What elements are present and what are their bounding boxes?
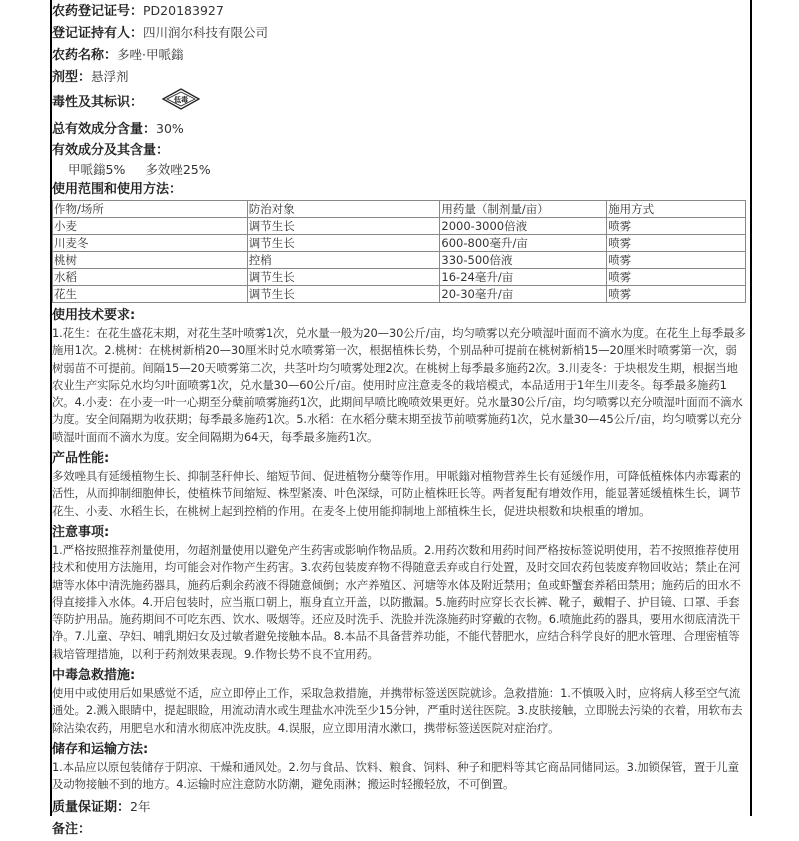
ingredient-item: 多效唑25% — [145, 162, 211, 177]
dosage-cell: 2000-3000倍液 — [440, 218, 607, 235]
pesticide-label-document — [52, 0, 746, 840]
header-cell: 施用方式 — [607, 201, 746, 218]
ingredients-label: 有效成分及其含量： — [52, 143, 170, 158]
holder-label: 登记证持有人： — [52, 26, 144, 41]
name-row — [52, 44, 746, 66]
usage-table — [52, 200, 746, 303]
holder-value: 四川润尔科技有限公司 — [143, 25, 269, 40]
ingredients-row — [52, 140, 746, 159]
table-row — [53, 252, 746, 269]
usage-title: 使用范围和使用方法： — [52, 182, 183, 197]
holder-row — [52, 22, 746, 44]
target-cell: 调节生长 — [247, 235, 440, 252]
header-cell: 防治对象 — [247, 201, 440, 218]
performance-text: 多效唑具有延缓植物生长、抑制茎秆伸长、缩短节间、促进植物分蘖等作用。甲哌鎓对植物营养生长有延缓作用，可降低植株体内赤霉素的活性，从而抑制细胞伸长，使植株节间缩短、株型紧凑、叶色深绿，可防止植株旺长等。两者复配有增效作用，能显著延缓植株生长，调节花生、小麦、水稻生长，在桃树上起到控梢的作用。在麦冬上使用能抑制地上部植株生长，促进块根数和块根重的增加。 — [52, 469, 741, 518]
method-cell: 喷雾 — [607, 235, 746, 252]
crop-cell: 桃树 — [53, 252, 248, 269]
shelf-life-label: 质量保证期： — [52, 799, 131, 815]
toxicity-badge-text: 低毒 — [174, 96, 188, 104]
remarks-row — [52, 818, 746, 840]
shelf-life-row — [52, 796, 746, 818]
formulation-value: 悬浮剂 — [91, 69, 129, 84]
storage-title: 储存和运输方法: — [52, 741, 149, 757]
ingredients-list — [52, 159, 746, 180]
notes-title: 注意事项: — [52, 524, 110, 540]
shelf-life-value: 2年 — [130, 798, 151, 814]
method-cell: 喷雾 — [607, 218, 746, 235]
total-content-value: 30% — [156, 121, 184, 136]
tech-title: 使用技术要求: — [52, 308, 136, 323]
header-cell: 用药量（制剂量/亩） — [440, 201, 607, 218]
target-cell: 控梢 — [247, 252, 440, 269]
low-toxicity-icon — [161, 88, 201, 117]
tech-text: 1.花生：在花生盛花末期，对花生茎叶喷雾1次，兑水量一般为20—30公斤/亩，均匀喷雾以充分喷湿叶面而不滴水为度。在花生上每季最多施用1次。2.桃树：在桃树新梢20—30厘米时兑水喷雾第一次，根据植株长势，个别品种可提前在桃树新梢15—20厘米时喷雾第一次，弱树弱苗不可提前。间隔15—20天喷雾第二次，共茎叶均匀喷雾处理2次。在桃树上每季最多施药2次。3.川麦冬：于块根发生期，根据当地农业生产实际兑水均匀叶面喷雾1次，兑水量30—60公斤/亩。使用时应注意麦冬的栽培模式，本品适用于1年生川麦冬。每季最多施药1次。4.小麦：在小麦一叶一心期至分蘖前喷雾施药1次，此期间早喷比晚喷效果更好。兑水量30公斤/亩，均匀喷雾以充分喷湿叶面而不滴水为度。安全间隔期为收获期；每季最多施药1次。5.水稻：在水稻分蘖末期至拔节前喷雾施药1次，兑水量30—45公斤/亩，均匀喷雾以充分喷湿叶面而不滴水为度。安全间隔期为64天，每季最多施药1次。 — [52, 326, 746, 444]
total-content-row — [52, 118, 746, 140]
method-cell: 喷雾 — [607, 269, 746, 286]
table-header-row — [53, 201, 746, 218]
reg-no-value: PD20183927 — [143, 3, 224, 18]
dosage-cell: 600-800毫升/亩 — [440, 235, 607, 252]
crop-cell: 小麦 — [53, 218, 248, 235]
toxicity-row — [52, 88, 746, 118]
dosage-cell: 16-24毫升/亩 — [440, 269, 607, 286]
dosage-cell: 20-30毫升/亩 — [440, 286, 607, 303]
header-cell: 作物/场所 — [53, 201, 248, 218]
remarks-label: 备注： — [52, 821, 92, 837]
performance-title: 产品性能: — [52, 451, 110, 467]
crop-cell: 川麦冬 — [53, 235, 248, 252]
firstaid-title: 中毒急救措施: — [52, 668, 136, 684]
crop-cell: 水稻 — [53, 269, 248, 286]
firstaid-text: 使用中或使用后如果感觉不适，应立即停止工作，采取急救措施，并携带标签送医院就诊。急救措施：1.不慎吸入时，应将病人移至空气流通处。2.溅入眼睛中，提起眼睑，用流动清水或生理盐水冲洗至少15分钟，严重时送往医院。3.皮肤接触，立即脱去污染的衣着，用软布去除沾染农药，用肥皂水和清水彻底冲洗皮肤。4.误服，应立即用清水漱口，携带标签送医院对症治疗。 — [52, 686, 743, 735]
storage-text: 1.本品应以原包装储存于阴凉、干燥和通风处。2.勿与食品、饮料、粮食、饲料、种子和肥料等其它商品同储同运。3.加锁保管，置于儿童及动物接触不到的地方。4.运输时应注意防水防潮，避免雨淋；搬运时轻搬轻放，不可倒置。 — [52, 759, 739, 792]
total-content-label: 总有效成分含量： — [52, 122, 157, 137]
dosage-cell: 330-500倍液 — [440, 252, 607, 269]
method-cell: 喷雾 — [607, 286, 746, 303]
reg-no-label: 农药登记证号： — [52, 4, 144, 19]
ingredient-item: 甲哌鎓5% — [68, 162, 126, 177]
table-row — [53, 218, 746, 235]
toxicity-label: 毒性及其标识： — [52, 95, 144, 110]
table-row — [53, 286, 746, 303]
target-cell: 调节生长 — [247, 269, 440, 286]
reg-no-row — [52, 0, 746, 22]
name-label: 农药名称： — [52, 48, 118, 63]
formulation-label: 剂型： — [52, 70, 92, 85]
target-cell: 调节生长 — [247, 218, 440, 235]
table-row — [53, 235, 746, 252]
method-cell: 喷雾 — [607, 252, 746, 269]
formulation-row — [52, 66, 746, 88]
name-value: 多唑·甲哌鎓 — [117, 47, 184, 62]
crop-cell: 花生 — [53, 286, 248, 303]
target-cell: 调节生长 — [247, 286, 440, 303]
notes-text: 1.严格按照推荐剂量使用，勿超剂量使用以避免产生药害或影响作物品质。2.用药次数和用药时间严格按标签说明使用，若不按照推荐使用技术和使用方法施用，均可能会对作物产生药害。3.农药包装废弃物不得随意丢弃或自行处置，及时交回农药包装废弃物回收站；禁止在河塘等水体中清洗施药器具，施药后剩余药液不得随意倾倒；水产养殖区、河塘等水体及附近禁用；鱼或虾蟹套养稻田禁用；施药后的田水不得直接排入水体。4.开启包装时，应当瓶口朝上，瓶身直立开盖，以防撒漏。5.施药时应穿长衣长裤、靴子，戴帽子、护目镜、口罩、手套等防护用品。施药期间不可吃东西、饮水、吸烟等。还应及时洗手、洗脸并洗涤施药时穿戴的衣物。6.喷施此药的器具，要用水彻底清洗干净。7.儿童、孕妇、哺乳期妇女及过敏者避免接触本品。8.本品不具备营养功能，不能代替肥水，应结合科学良好的肥水管理、合理密植等栽培管理措施，以利于药剂效果表现。9.作物长势不良不宜用药。 — [52, 542, 741, 661]
table-row — [53, 269, 746, 286]
